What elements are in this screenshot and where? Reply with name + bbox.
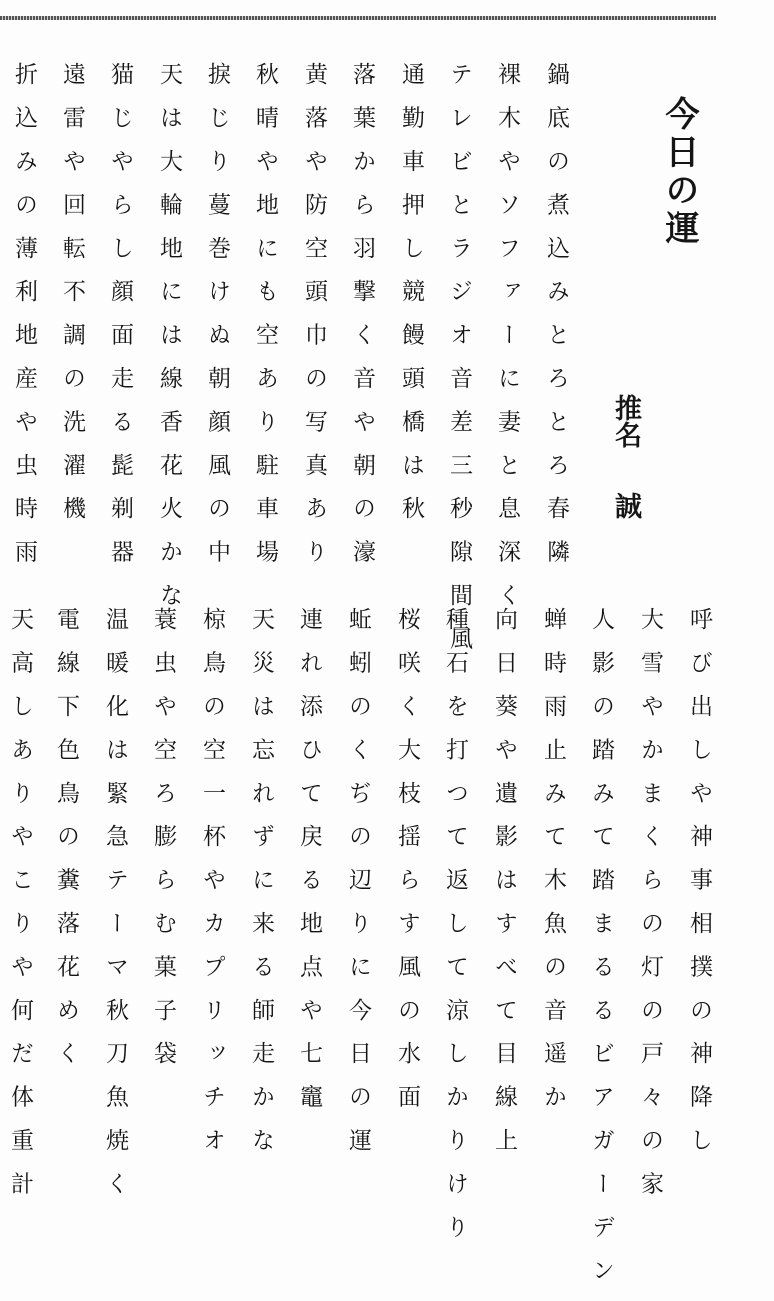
haiku-line: 遠雷や回転不調の洗濯機 [59, 62, 85, 540]
haiku-line: 蚯蚓のくぢの辺りに今日の運 [345, 607, 371, 1172]
haiku-line: 温暖化は緊急テーマ秋刀魚焼く [102, 607, 128, 1215]
haiku-line: 天は大輪地には線香花火かな [156, 62, 182, 627]
haiku-line: 折込みの薄利地産や虫時雨 [11, 62, 37, 583]
haiku-line: 天災は忘れずに来る師走かな [248, 607, 274, 1172]
haiku-line: 捩じり蔓巻けぬ朝顔風の中 [204, 62, 230, 583]
author-family-name: 推名 [610, 394, 641, 448]
haiku-line: 通勤車押し競饅頭橋は秋 [398, 62, 424, 540]
haiku-line: 向日葵や遺影はすべて目線上 [491, 607, 517, 1172]
author-given-name: 誠 [610, 492, 641, 519]
haiku-line: 大雪やかまくらの灯の戸々の家 [637, 607, 663, 1215]
haiku-line: 蝉時雨止みて木魚の音遥か [540, 607, 566, 1128]
page-title: 今日の運 [659, 96, 699, 248]
haiku-line: 黄落や防空頭巾の写真あり [301, 62, 327, 583]
haiku-line: テレビとラジオ音差三秒隙間風 [446, 62, 472, 670]
haiku-line: 電線下色鳥の糞落花めく [53, 607, 79, 1085]
haiku-line: 桜咲く大枝揺らす風の水面 [394, 607, 420, 1128]
haiku-line: 鍋底の煮込みとろとろ春隣 [543, 62, 569, 583]
haiku-line: 天高しありやこりや何だ体重計 [7, 607, 33, 1215]
haiku-line: 裸木やソファーに妻と息深く [494, 62, 520, 627]
haiku-line: 連れ添ひて戻る地点や七竈 [296, 607, 322, 1128]
haiku-line: 秋晴や地にも空あり駐車場 [252, 62, 278, 583]
haiku-line: 人影の踏みて踏まるるビアガーデン [588, 607, 614, 1301]
haiku-line: 椋鳥の空一杯やカプリッチオ [199, 607, 225, 1172]
haiku-line: 呼び出しや神事相撲の神降し [686, 607, 712, 1172]
haiku-line: 蓑虫や空ろ膨らむ菓子袋 [150, 607, 176, 1085]
haiku-line: 種石を打つて返して涼しかりけり [442, 607, 468, 1258]
haiku-line: 落葉から羽撃く音や朝の濠 [349, 62, 375, 583]
top-rule [0, 16, 716, 20]
haiku-line: 猫じやらし顔面走る髭剃器 [107, 62, 133, 583]
